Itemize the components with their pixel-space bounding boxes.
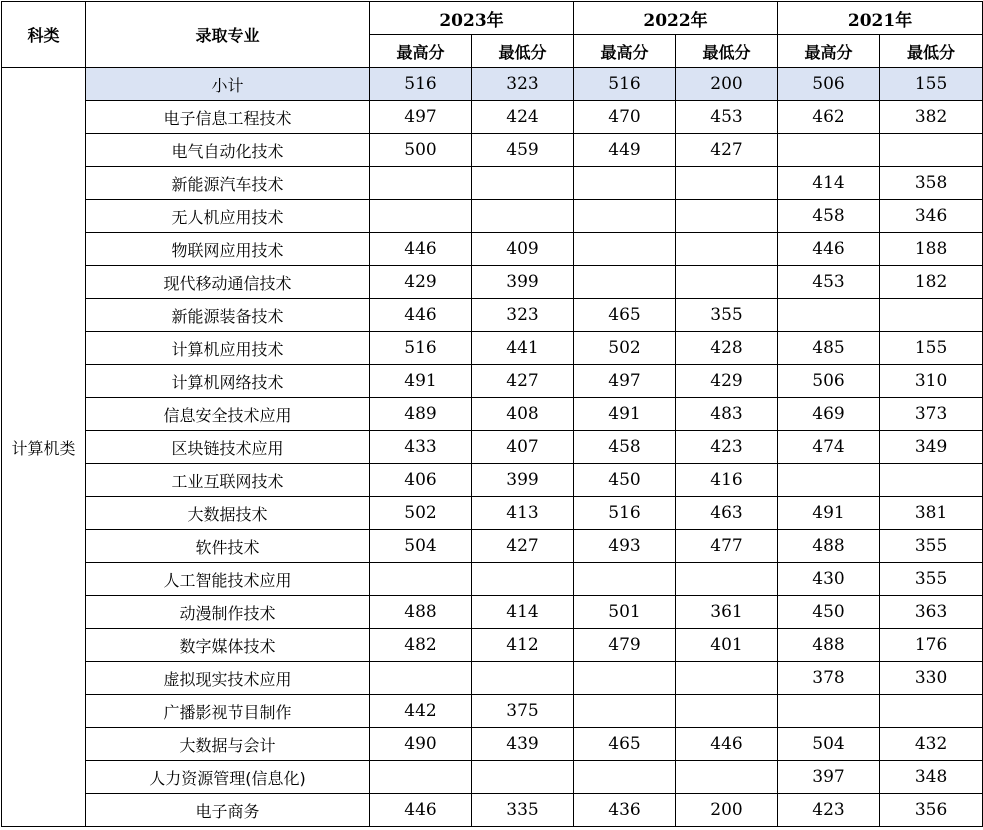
major-name-cell: 新能源汽车技术 bbox=[86, 167, 370, 200]
max-score-2022-cell: 497 bbox=[574, 365, 676, 398]
min-score-2021-cell: 155 bbox=[880, 68, 983, 101]
major-name-cell: 电子信息工程技术 bbox=[86, 101, 370, 134]
major-name-cell: 大数据技术 bbox=[86, 497, 370, 530]
major-name-cell: 区块链技术应用 bbox=[86, 431, 370, 464]
major-name-cell: 电气自动化技术 bbox=[86, 134, 370, 167]
min-score-2023-cell: 323 bbox=[472, 299, 574, 332]
min-score-2021-cell: 182 bbox=[880, 266, 983, 299]
min-score-2023-cell: 399 bbox=[472, 464, 574, 497]
min-score-2023-cell: 427 bbox=[472, 530, 574, 563]
max-score-2022-cell: 450 bbox=[574, 464, 676, 497]
min-score-2022-cell: 423 bbox=[676, 431, 778, 464]
max-score-2022-cell bbox=[574, 761, 676, 794]
max-score-2021-cell: 414 bbox=[778, 167, 880, 200]
min-score-2023-cell: 408 bbox=[472, 398, 574, 431]
min-score-2021-cell bbox=[880, 134, 983, 167]
major-name-cell: 人力资源管理(信息化) bbox=[86, 761, 370, 794]
max-score-2023-cell bbox=[370, 563, 472, 596]
min-score-2022-cell bbox=[676, 695, 778, 728]
max-score-2023-cell: 500 bbox=[370, 134, 472, 167]
min-score-2022-cell bbox=[676, 563, 778, 596]
min-score-2021-cell: 349 bbox=[880, 431, 983, 464]
max-score-2021-cell: 450 bbox=[778, 596, 880, 629]
max-score-2021-cell: 506 bbox=[778, 365, 880, 398]
max-score-2023-cell bbox=[370, 761, 472, 794]
max-score-2021-cell: 423 bbox=[778, 794, 880, 827]
major-name-cell: 动漫制作技术 bbox=[86, 596, 370, 629]
max-score-2023-cell: 504 bbox=[370, 530, 472, 563]
min-score-2022-cell: 463 bbox=[676, 497, 778, 530]
table-row bbox=[2, 629, 983, 662]
major-name-cell: 数字媒体技术 bbox=[86, 629, 370, 662]
min-score-2023-cell: 441 bbox=[472, 332, 574, 365]
min-score-2022-cell bbox=[676, 266, 778, 299]
max-score-2022-cell: 491 bbox=[574, 398, 676, 431]
min-score-2022-cell: 446 bbox=[676, 728, 778, 761]
max-score-2022-cell: 501 bbox=[574, 596, 676, 629]
min-score-2023-cell: 459 bbox=[472, 134, 574, 167]
max-score-2023-cell: 406 bbox=[370, 464, 472, 497]
min-score-2021-cell: 188 bbox=[880, 233, 983, 266]
min-score-2022-cell: 428 bbox=[676, 332, 778, 365]
min-score-2021-cell: 373 bbox=[880, 398, 983, 431]
min-score-2023-cell: 427 bbox=[472, 365, 574, 398]
major-name-cell: 物联网应用技术 bbox=[86, 233, 370, 266]
min-score-2022-cell bbox=[676, 233, 778, 266]
min-score-2023-cell bbox=[472, 662, 574, 695]
table-row bbox=[2, 134, 983, 167]
max-score-2022-cell: 470 bbox=[574, 101, 676, 134]
major-name-cell: 计算机网络技术 bbox=[86, 365, 370, 398]
min-score-2023-cell bbox=[472, 563, 574, 596]
major-name-cell: 大数据与会计 bbox=[86, 728, 370, 761]
max-score-2021-cell bbox=[778, 695, 880, 728]
max-score-2021-cell: 491 bbox=[778, 497, 880, 530]
max-score-2022-cell: 479 bbox=[574, 629, 676, 662]
min-score-2022-cell: 200 bbox=[676, 794, 778, 827]
min-score-2023-cell: 409 bbox=[472, 233, 574, 266]
min-score-2022-cell: 477 bbox=[676, 530, 778, 563]
min-score-2021-cell: 155 bbox=[880, 332, 983, 365]
table-row bbox=[2, 728, 983, 761]
max-score-2023-cell: 482 bbox=[370, 629, 472, 662]
max-score-2021-cell bbox=[778, 134, 880, 167]
min-score-2022-cell: 416 bbox=[676, 464, 778, 497]
max-score-2022-cell bbox=[574, 695, 676, 728]
min-score-2021-cell: 381 bbox=[880, 497, 983, 530]
max-score-2021-cell: 469 bbox=[778, 398, 880, 431]
max-score-2021-cell: 453 bbox=[778, 266, 880, 299]
admission-scores-table bbox=[1, 1, 983, 827]
max-score-2021-cell: 378 bbox=[778, 662, 880, 695]
min-score-2022-cell: 453 bbox=[676, 101, 778, 134]
max-score-2021-cell: 504 bbox=[778, 728, 880, 761]
max-score-2023-cell: 433 bbox=[370, 431, 472, 464]
min-score-2021-cell: 348 bbox=[880, 761, 983, 794]
min-score-2023-cell: 407 bbox=[472, 431, 574, 464]
major-name-cell: 虚拟现实技术应用 bbox=[86, 662, 370, 695]
major-name-cell: 小计 bbox=[86, 68, 370, 101]
min-score-2021-cell: 363 bbox=[880, 596, 983, 629]
table-row bbox=[2, 761, 983, 794]
max-score-2022-cell bbox=[574, 662, 676, 695]
table-row bbox=[2, 332, 983, 365]
min-score-2023-cell bbox=[472, 167, 574, 200]
max-score-2022-cell: 493 bbox=[574, 530, 676, 563]
min-score-2021-cell: 382 bbox=[880, 101, 983, 134]
min-score-2021-cell bbox=[880, 299, 983, 332]
max-score-2023-cell: 446 bbox=[370, 794, 472, 827]
major-name-cell: 人工智能技术应用 bbox=[86, 563, 370, 596]
min-score-2021-cell: 356 bbox=[880, 794, 983, 827]
table-row bbox=[2, 167, 983, 200]
max-score-2022-cell: 465 bbox=[574, 728, 676, 761]
table-row bbox=[2, 398, 983, 431]
table-row bbox=[2, 266, 983, 299]
min-score-2023-cell: 323 bbox=[472, 68, 574, 101]
min-score-2022-cell bbox=[676, 761, 778, 794]
max-score-2021-cell: 458 bbox=[778, 200, 880, 233]
min-score-2021-cell bbox=[880, 464, 983, 497]
max-score-2022-cell bbox=[574, 266, 676, 299]
min-score-2021-cell: 432 bbox=[880, 728, 983, 761]
max-score-2023-cell: 497 bbox=[370, 101, 472, 134]
header-max-2022: 最高分 bbox=[574, 35, 676, 68]
min-score-2023-cell bbox=[472, 761, 574, 794]
max-score-2022-cell: 458 bbox=[574, 431, 676, 464]
header-category: 科类 bbox=[2, 2, 86, 68]
min-score-2021-cell: 358 bbox=[880, 167, 983, 200]
table-row bbox=[2, 596, 983, 629]
min-score-2021-cell: 355 bbox=[880, 530, 983, 563]
min-score-2023-cell: 413 bbox=[472, 497, 574, 530]
header-row-years bbox=[2, 2, 983, 35]
min-score-2023-cell: 375 bbox=[472, 695, 574, 728]
table-row bbox=[2, 530, 983, 563]
min-score-2023-cell: 439 bbox=[472, 728, 574, 761]
max-score-2023-cell: 516 bbox=[370, 332, 472, 365]
max-score-2021-cell: 397 bbox=[778, 761, 880, 794]
min-score-2021-cell: 310 bbox=[880, 365, 983, 398]
max-score-2022-cell bbox=[574, 200, 676, 233]
max-score-2023-cell bbox=[370, 200, 472, 233]
max-score-2022-cell: 465 bbox=[574, 299, 676, 332]
max-score-2021-cell: 446 bbox=[778, 233, 880, 266]
header-major: 录取专业 bbox=[86, 2, 370, 68]
table-body bbox=[2, 68, 983, 827]
max-score-2022-cell bbox=[574, 233, 676, 266]
min-score-2022-cell: 361 bbox=[676, 596, 778, 629]
min-score-2021-cell: 355 bbox=[880, 563, 983, 596]
header-year-2022: 2022年 bbox=[574, 2, 778, 35]
max-score-2023-cell: 442 bbox=[370, 695, 472, 728]
table-row bbox=[2, 299, 983, 332]
max-score-2022-cell bbox=[574, 167, 676, 200]
max-score-2022-cell bbox=[574, 563, 676, 596]
major-name-cell: 现代移动通信技术 bbox=[86, 266, 370, 299]
min-score-2021-cell bbox=[880, 695, 983, 728]
min-score-2022-cell: 483 bbox=[676, 398, 778, 431]
min-score-2021-cell: 176 bbox=[880, 629, 983, 662]
header-year-2023: 2023年 bbox=[370, 2, 574, 35]
major-name-cell: 计算机应用技术 bbox=[86, 332, 370, 365]
min-score-2022-cell: 427 bbox=[676, 134, 778, 167]
major-name-cell: 新能源装备技术 bbox=[86, 299, 370, 332]
min-score-2021-cell: 346 bbox=[880, 200, 983, 233]
header-min-2022: 最低分 bbox=[676, 35, 778, 68]
min-score-2023-cell bbox=[472, 200, 574, 233]
max-score-2023-cell: 488 bbox=[370, 596, 472, 629]
max-score-2023-cell: 491 bbox=[370, 365, 472, 398]
max-score-2023-cell: 490 bbox=[370, 728, 472, 761]
min-score-2022-cell bbox=[676, 200, 778, 233]
header-max-2021: 最高分 bbox=[778, 35, 880, 68]
subtotal-row bbox=[2, 68, 983, 101]
max-score-2023-cell: 516 bbox=[370, 68, 472, 101]
max-score-2021-cell: 430 bbox=[778, 563, 880, 596]
table-row bbox=[2, 497, 983, 530]
max-score-2021-cell: 488 bbox=[778, 629, 880, 662]
max-score-2021-cell: 485 bbox=[778, 332, 880, 365]
max-score-2022-cell: 449 bbox=[574, 134, 676, 167]
table-row bbox=[2, 431, 983, 464]
max-score-2021-cell: 462 bbox=[778, 101, 880, 134]
header-year-2021: 2021年 bbox=[778, 2, 983, 35]
min-score-2023-cell: 399 bbox=[472, 266, 574, 299]
min-score-2023-cell: 412 bbox=[472, 629, 574, 662]
table-row bbox=[2, 101, 983, 134]
max-score-2023-cell: 446 bbox=[370, 233, 472, 266]
max-score-2021-cell bbox=[778, 299, 880, 332]
max-score-2021-cell: 488 bbox=[778, 530, 880, 563]
major-name-cell: 电子商务 bbox=[86, 794, 370, 827]
max-score-2023-cell: 429 bbox=[370, 266, 472, 299]
min-score-2023-cell: 335 bbox=[472, 794, 574, 827]
max-score-2023-cell bbox=[370, 662, 472, 695]
header-min-2023: 最低分 bbox=[472, 35, 574, 68]
max-score-2021-cell bbox=[778, 464, 880, 497]
header-max-2023: 最高分 bbox=[370, 35, 472, 68]
table-row bbox=[2, 695, 983, 728]
max-score-2021-cell: 474 bbox=[778, 431, 880, 464]
min-score-2022-cell: 355 bbox=[676, 299, 778, 332]
min-score-2022-cell: 200 bbox=[676, 68, 778, 101]
table-row bbox=[2, 464, 983, 497]
table-row bbox=[2, 662, 983, 695]
max-score-2023-cell: 446 bbox=[370, 299, 472, 332]
max-score-2022-cell: 516 bbox=[574, 497, 676, 530]
table-row bbox=[2, 563, 983, 596]
min-score-2022-cell: 429 bbox=[676, 365, 778, 398]
table-row bbox=[2, 233, 983, 266]
min-score-2022-cell bbox=[676, 167, 778, 200]
min-score-2022-cell bbox=[676, 662, 778, 695]
max-score-2023-cell: 489 bbox=[370, 398, 472, 431]
max-score-2022-cell: 516 bbox=[574, 68, 676, 101]
max-score-2022-cell: 436 bbox=[574, 794, 676, 827]
table-row bbox=[2, 365, 983, 398]
major-name-cell: 信息安全技术应用 bbox=[86, 398, 370, 431]
max-score-2021-cell: 506 bbox=[778, 68, 880, 101]
max-score-2023-cell: 502 bbox=[370, 497, 472, 530]
min-score-2021-cell: 330 bbox=[880, 662, 983, 695]
table-row bbox=[2, 200, 983, 233]
min-score-2022-cell: 401 bbox=[676, 629, 778, 662]
table-row bbox=[2, 794, 983, 827]
major-name-cell: 软件技术 bbox=[86, 530, 370, 563]
major-name-cell: 无人机应用技术 bbox=[86, 200, 370, 233]
max-score-2022-cell: 502 bbox=[574, 332, 676, 365]
max-score-2023-cell bbox=[370, 167, 472, 200]
major-name-cell: 工业互联网技术 bbox=[86, 464, 370, 497]
category-cell: 计算机类 bbox=[2, 68, 86, 827]
min-score-2023-cell: 424 bbox=[472, 101, 574, 134]
major-name-cell: 广播影视节目制作 bbox=[86, 695, 370, 728]
min-score-2023-cell: 414 bbox=[472, 596, 574, 629]
header-min-2021: 最低分 bbox=[880, 35, 983, 68]
